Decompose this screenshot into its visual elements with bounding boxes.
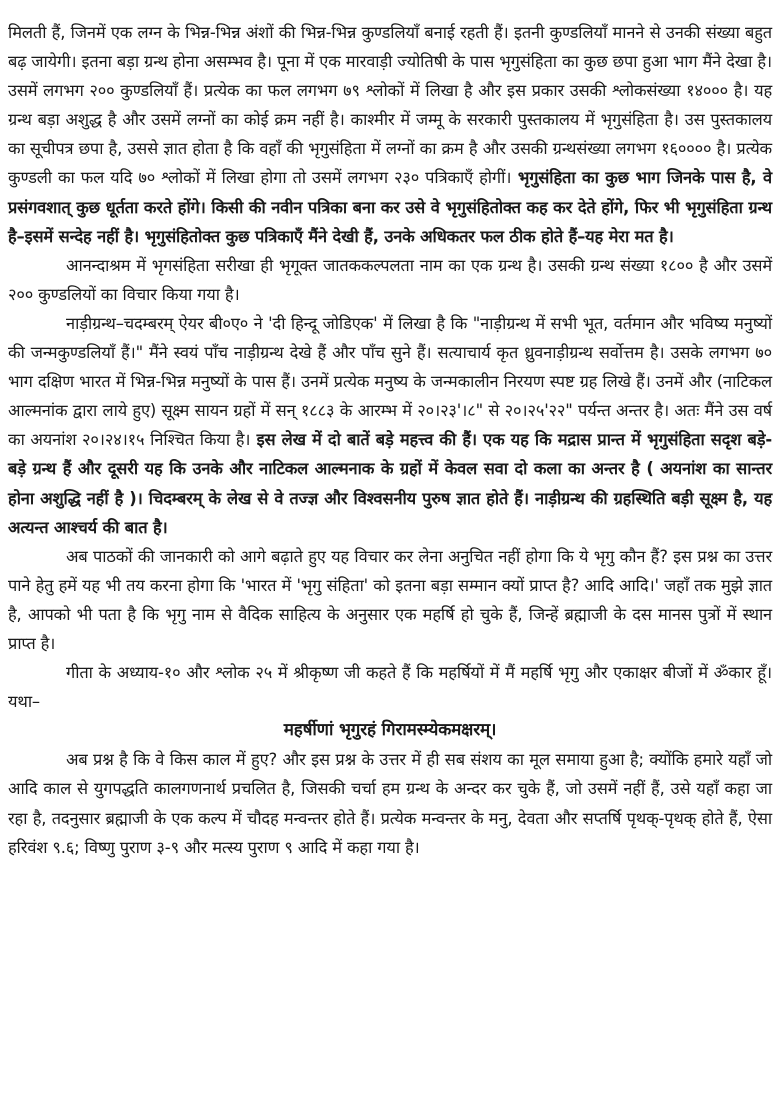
- paragraph-anandashram: [8, 251, 772, 309]
- paragraph-bhrigu-samhita-copies: [8, 18, 772, 251]
- document-page: [8, 18, 772, 862]
- paragraph-text: मिलती हैं, जिनमें एक लग्न के भिन्न-भिन्न अंशों की भिन्न-भिन्न कुण्डलियाँ बनाई रहती हैं। इतनी कुण्डलियाँ मानने से उनकी संख्या बहुत बढ़ जायेगी। इतना बड़ा ग्रन्थ होना असम्भव है। पूना में एक मारवाड़ी ज्योतिषी के पास भृगुसंहिता का कुछ छपा हुआ भाग मैंने देखा है। उसमें लगभग २०० कुण्डलियाँ हैं। प्रत्येक का फल लगभग ७९ श्लोकों में लिखा है और इस प्रकार उसकी श्लोकसंख्या १४००० है। यह ग्रन्थ बड़ा अशुद्ध है और उसमें लग्नों का कोई क्रम नहीं है। काश्मीर में जम्मू के सरकारी पुस्तकालय में भृगुसंहिता है। उस पुस्तकालय का सूचीपत्र छपा है, उससे ज्ञात होता है कि वहाँ की भृगुसंहिता में लग्नों का क्रम है और उसकी ग्रन्थसंख्या लगभग १६०००० है। प्रत्येक कुण्डली का फल यदि ७० श्लोकों में लिखा होगा तो उसमें लगभग २३० पत्रिकाएँ होगीं।: [8, 23, 772, 188]
- paragraph-emphasis: भृगुसंहिता का कुछ भाग जिनके पास है, वे प्रसंगवशात् कुछ धूर्तता करते होंगे। किसी की नवीन पत्रिका बना कर उसे वे भृगुसंहितोक्त कह कर देते होंगे, फिर भी भृगुसंहिता ग्रन्थ है–इसमें सन्देह नहीं है। भृगुसंहितोक्त कुछ पत्रिकाएँ मैंने देखी हैं, उनके अधिकतर फल ठीक होते हैं–यह मेरा मत है।: [8, 168, 772, 246]
- paragraph-gita-reference: [8, 658, 772, 716]
- paragraph-text: अब पाठकों की जानकारी को आगे बढ़ाते हुए यह विचार कर लेना अनुचित नहीं होगा कि ये भृगु कौन हैं? इस प्रश्न का उत्तर पाने हेतु हमें यह भी तय करना होगा कि 'भारत में 'भृगु संहिता' को इतना बड़ा सम्मान क्यों प्राप्त है? आदि आदि।' जहाँ तक मुझे ज्ञात है, आपको भी पता है कि भृगु नाम से वैदिक साहित्य के अनुसार एक महर्षि हो चुके हैं, जिन्हें ब्रह्माजी के दस मानस पुत्रों में स्थान प्राप्त है।: [8, 546, 772, 653]
- sanskrit-verse: महर्षीणां भृगुरहं गिरामस्म्येकमक्षरम्।: [283, 720, 497, 741]
- paragraph-text: अब प्रश्न है कि वे किस काल में हुए? और इस प्रश्न के उत्तर में ही सब संशय का मूल समाया हुआ है; क्योंकि हमारे यहाँ जो आदि काल से युगपद्धति कालगणनार्थ प्रचलित है, जिसकी चर्चा हम ग्रन्थ के अन्दर कर चुके हैं, जो उसमें नहीं हैं, उसे यहाँ कहा जा रहा है, तदनुसार ब्रह्माजी के एक कल्प में चौदह मन्वन्तर होते हैं। प्रत्येक मन्वन्तर के मनु, देवता और सप्तर्षि पृथक्-पृथक् होते हैं, ऐसा हरिवंश ९.६; विष्णु पुराण ३-९ और मत्स्य पुराण ९ आदि में कहा गया है।: [8, 750, 772, 857]
- paragraph-manvantara: [8, 745, 772, 861]
- paragraph-text: गीता के अध्याय-१० और श्लोक २५ में श्रीकृष्ण जी कहते हैं कि महर्षियों में मैं महर्षि भृगु और एकाक्षर बीजों में ॐकार हूँ। यथा–: [8, 663, 772, 712]
- paragraph-nadigranth: [8, 309, 772, 542]
- paragraph-text: आनन्दाश्रम में भृगसंहिता सरीखा ही भृगूक्त जातककल्पलता नाम का एक ग्रन्थ है। उसकी ग्रन्थ संख्या १८०० है और उसमें २०० कुण्डलियों का विचार किया गया है।: [8, 255, 772, 304]
- paragraph-who-is-bhrigu: [8, 542, 772, 658]
- paragraph-emphasis: इस लेख में दो बातें बड़े महत्त्व की हैं। एक यह कि मद्रास प्रान्त में भृगुसंहिता सदृश बड़े-बड़े ग्रन्थ हैं और दूसरी यह कि उनके और नाटिकल आल्मनाक के ग्रहों में केवल सवा दो कला का अन्तर है ( अयनांश का सान्तर होना अशुद्धि नहीं है )। चिदम्बरम् के लेख से वे तज्ज्ञ और विश्वसनीय पुरुष ज्ञात होते हैं। नाड़ीग्रन्थ की ग्रहस्थिति बड़ी सूक्ष्म है, यह अत्यन्त आश्चर्य की बात है।: [8, 430, 772, 537]
- paragraph-text: नाड़ीग्रन्थ–चदम्बरम् ऐयर बी०ए० ने 'दी हिन्दू जोडिएक' में लिखा है कि "नाड़ीग्रन्थ में सभी भूत, वर्तमान और भविष्य मनुष्यों की जन्मकुण्डलियाँ हैं।" मैंने स्वयं पाँच नाड़ीग्रन्थ देखे हैं और पाँच सुने हैं। सत्याचार्य कृत ध्रुवनाड़ीग्रन्थ सर्वोत्तम है। उसके लगभग ७० भाग दक्षिण भारत में भिन्न-भिन्न मनुष्यों के पास हैं। उनमें प्रत्येक मनुष्य के जन्मकालीन निरयण स्पष्ट ग्रह लिखे हैं। उनमें और (नाटिकल आल्मनांक द्वारा लाये हुए) सूक्ष्म सायन ग्रहों में सन् १८८३ के आरम्भ में २०।२३'।८" से २०।२५'२२" पर्यन्त अन्तर है। अतः मैंने उस वर्ष का अयनांश २०।२४।१५ निश्चित किया है।: [8, 313, 772, 450]
